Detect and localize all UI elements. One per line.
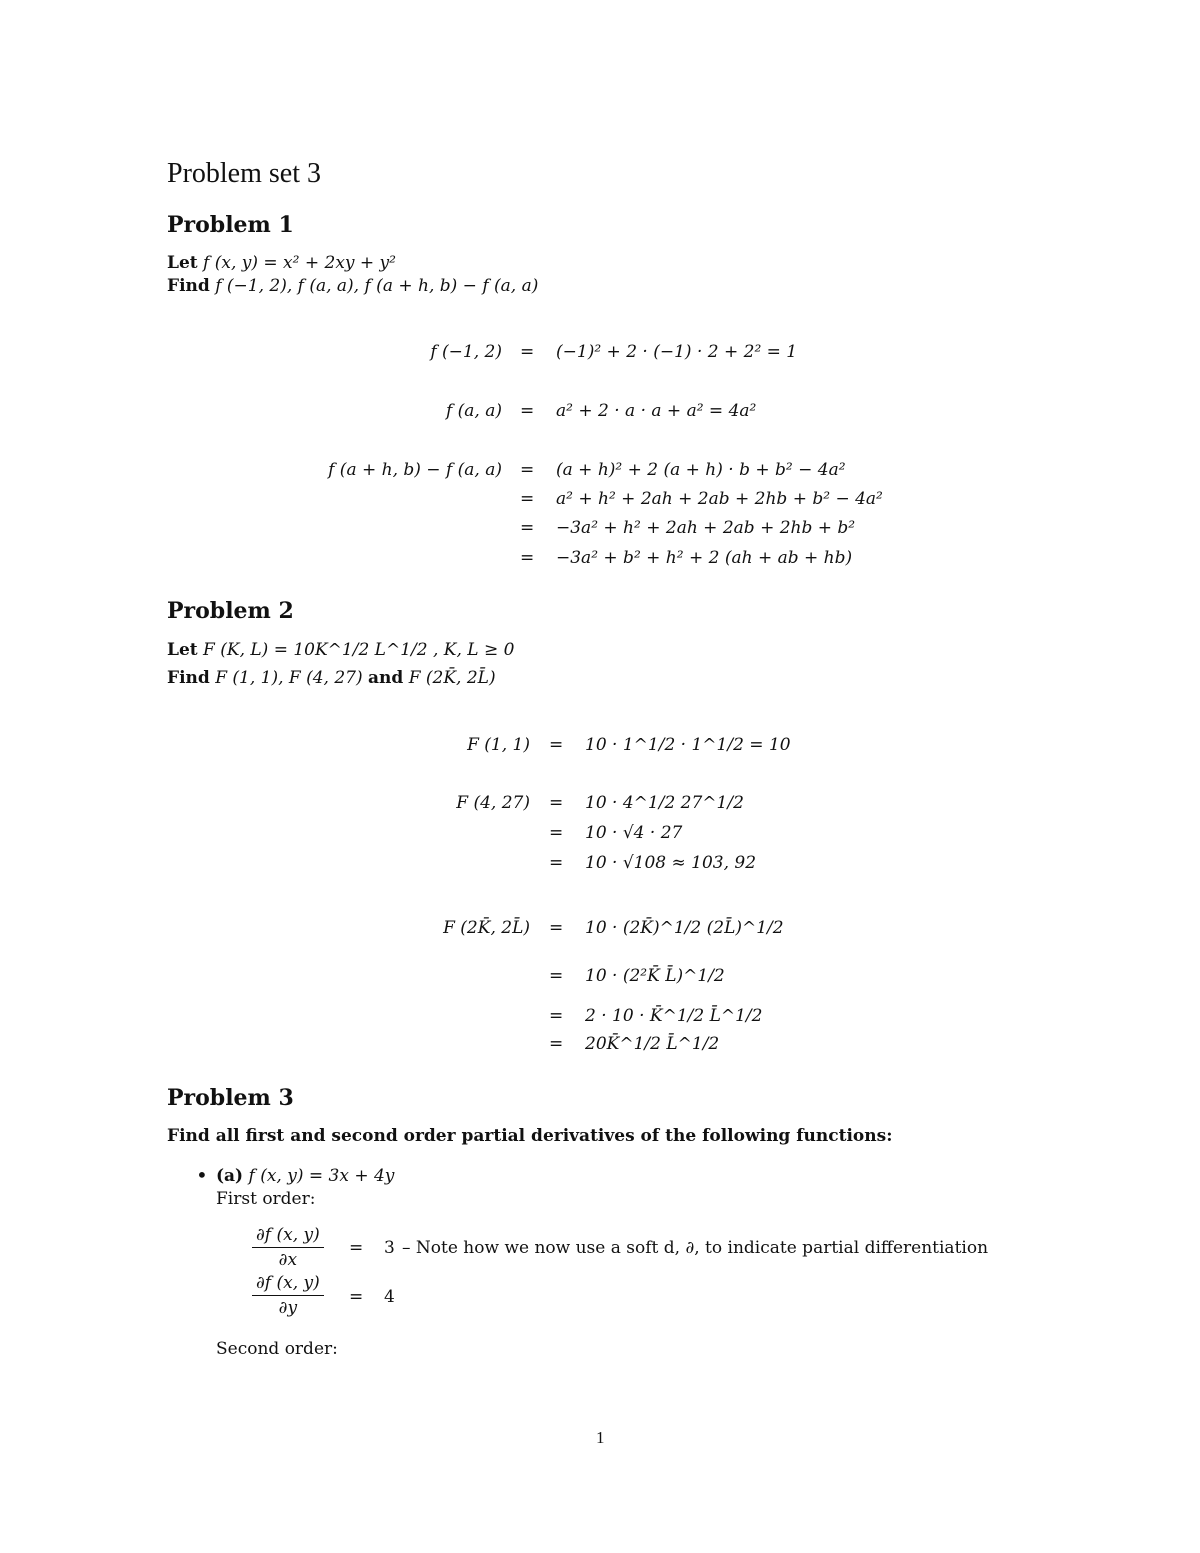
find-expression-1: F (1, 1), F (4, 27) bbox=[215, 668, 363, 688]
problem-1-let-line bbox=[167, 253, 396, 273]
derivative-y-numerator: ∂f (x, y) bbox=[252, 1273, 324, 1296]
eq-rhs: 10 · (2²K̄ L̄)^1/2 bbox=[585, 966, 725, 986]
let-label: Let bbox=[167, 640, 198, 660]
eq-relation: = bbox=[520, 401, 535, 421]
problem-3-heading: Problem 3 bbox=[167, 1085, 294, 1111]
eq-lhs: F (4, 27) bbox=[456, 793, 530, 813]
eq-rhs: (−1)² + 2 · (−1) · 2 + 2² = 1 bbox=[556, 342, 798, 362]
eq-relation: = bbox=[549, 853, 564, 873]
eq-relation: = bbox=[349, 1287, 364, 1307]
eq-relation: = bbox=[520, 342, 535, 362]
eq-rhs: 20K̄^1/2 L̄^1/2 bbox=[585, 1034, 720, 1054]
problem-2-heading: Problem 2 bbox=[167, 598, 294, 624]
eq-relation: = bbox=[549, 918, 564, 938]
eq-lhs: F (1, 1) bbox=[467, 735, 530, 755]
eq-rhs: 10 · (2K̄)^1/2 (2L̄)^1/2 bbox=[585, 918, 784, 938]
eq-relation: = bbox=[520, 489, 535, 509]
page-number: 1 bbox=[596, 1428, 605, 1447]
eq-relation: = bbox=[520, 518, 535, 538]
eq-lhs: F (2K̄, 2L̄) bbox=[443, 918, 530, 938]
find-and: and bbox=[368, 668, 404, 688]
eq-relation: = bbox=[549, 735, 564, 755]
problem-1-heading: Problem 1 bbox=[167, 212, 294, 238]
eq-rhs: 10 · 4^1/2 27^1/2 bbox=[585, 793, 744, 813]
second-order-label: Second order: bbox=[216, 1339, 338, 1359]
derivative-y bbox=[252, 1273, 324, 1318]
derivative-y-value: 4 bbox=[384, 1287, 395, 1307]
bullet-icon: • bbox=[196, 1163, 208, 1187]
item-a-line bbox=[216, 1166, 394, 1186]
let-expression: F (K, L) = 10K^1/2 L^1/2 , K, L ≥ 0 bbox=[203, 640, 515, 660]
eq-relation: = bbox=[349, 1238, 364, 1258]
derivative-x-numerator: ∂f (x, y) bbox=[252, 1225, 324, 1248]
eq-lhs: f (a + h, b) − f (a, a) bbox=[328, 460, 502, 480]
eq-relation: = bbox=[549, 823, 564, 843]
find-label: Find bbox=[167, 668, 210, 688]
find-expression-2: F (2K̄, 2L̄) bbox=[408, 668, 496, 688]
problem-2-let-line bbox=[167, 640, 514, 660]
derivative-x bbox=[252, 1225, 324, 1270]
eq-rhs: 10 · √108 ≈ 103, 92 bbox=[585, 853, 757, 873]
eq-rhs: a² + h² + 2ah + 2ab + 2hb + b² − 4a² bbox=[556, 489, 883, 509]
eq-rhs: 10 · 1^1/2 · 1^1/2 = 10 bbox=[585, 735, 791, 755]
eq-relation: = bbox=[549, 966, 564, 986]
problem-2-find-line bbox=[167, 668, 496, 688]
eq-rhs: −3a² + b² + h² + 2 (ah + ab + hb) bbox=[556, 548, 853, 568]
eq-relation: = bbox=[520, 460, 535, 480]
find-label: Find bbox=[167, 276, 210, 296]
partial-note: – Note how we now use a soft d, ∂, to indicate partial differentiation bbox=[402, 1238, 989, 1258]
eq-rhs: −3a² + h² + 2ah + 2ab + 2hb + b² bbox=[556, 518, 856, 538]
let-expression: f (x, y) = x² + 2xy + y² bbox=[203, 253, 396, 273]
eq-rhs: a² + 2 · a · a + a² = 4a² bbox=[556, 401, 757, 421]
first-order-label: First order: bbox=[216, 1189, 316, 1209]
eq-relation: = bbox=[520, 548, 535, 568]
item-a-expression: f (x, y) = 3x + 4y bbox=[248, 1166, 395, 1186]
page-title: Problem set 3 bbox=[167, 158, 321, 189]
eq-rhs: (a + h)² + 2 (a + h) · b + b² − 4a² bbox=[556, 460, 846, 480]
let-label: Let bbox=[167, 253, 198, 273]
eq-lhs: f (a, a) bbox=[445, 401, 502, 421]
eq-lhs: f (−1, 2) bbox=[430, 342, 502, 362]
item-a-label: (a) bbox=[216, 1166, 244, 1186]
derivative-y-denominator: ∂y bbox=[278, 1298, 298, 1318]
find-expression: f (−1, 2), f (a, a), f (a + h, b) − f (a, a) bbox=[215, 276, 539, 296]
eq-relation: = bbox=[549, 1034, 564, 1054]
problem-3-intro: Find all first and second order partial derivatives of the following functions: bbox=[167, 1126, 893, 1146]
eq-relation: = bbox=[549, 793, 564, 813]
eq-rhs: 10 · √4 · 27 bbox=[585, 823, 683, 843]
derivative-x-value: 3 bbox=[384, 1238, 395, 1258]
eq-relation: = bbox=[549, 1006, 564, 1026]
derivative-x-denominator: ∂x bbox=[278, 1250, 298, 1270]
eq-rhs: 2 · 10 · K̄^1/2 L̄^1/2 bbox=[585, 1006, 763, 1026]
problem-1-find-line bbox=[167, 276, 538, 296]
